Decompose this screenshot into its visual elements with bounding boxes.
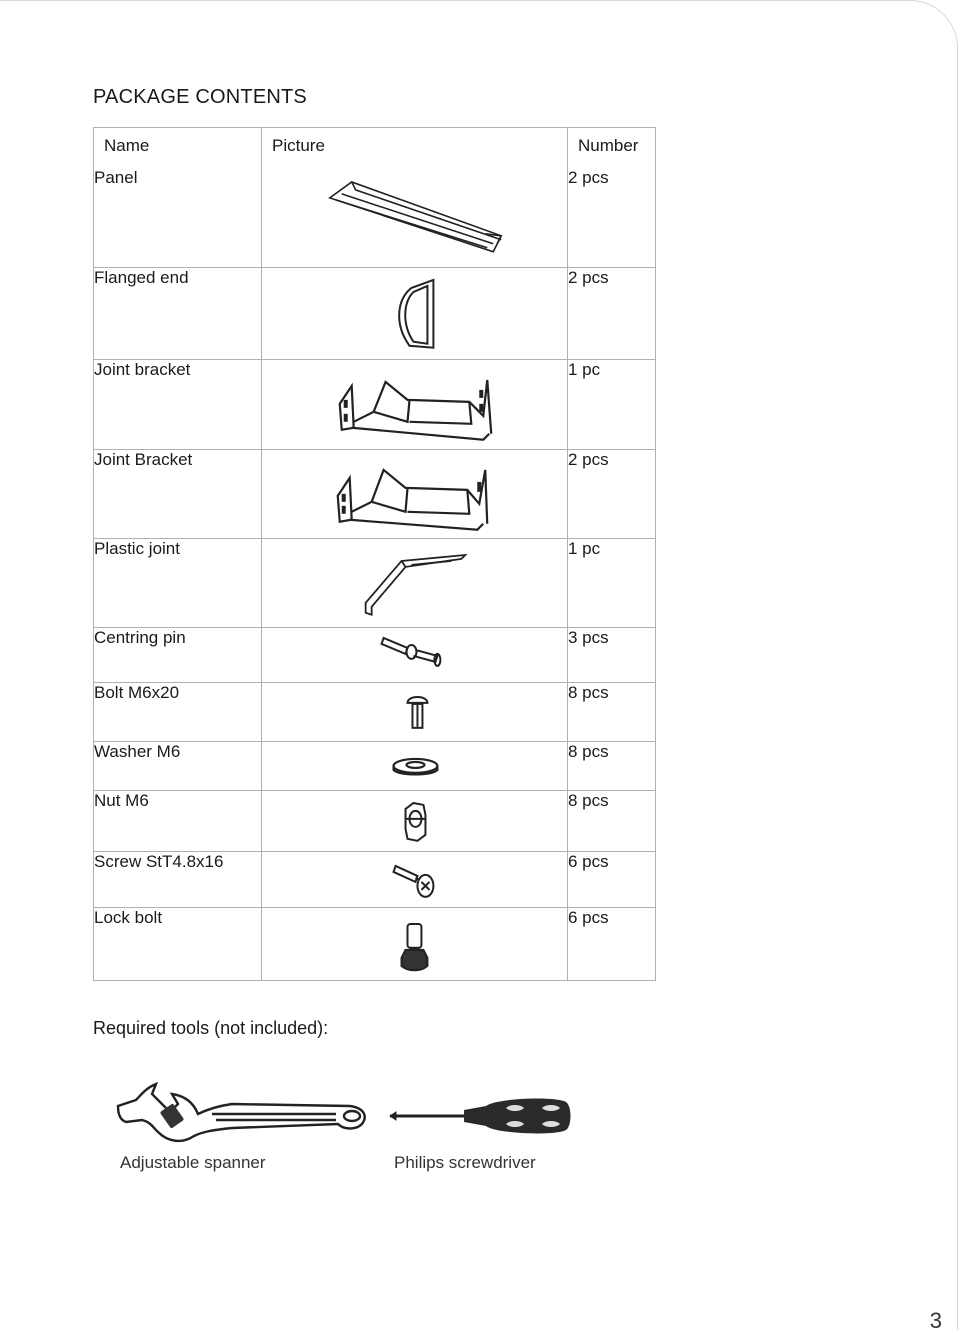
header-name: Name <box>94 128 262 169</box>
item-number: 8 pcs <box>568 682 656 741</box>
tools-heading: Required tools (not included): <box>93 1018 329 1038</box>
flanged-end-illustration <box>262 268 567 360</box>
item-picture <box>262 627 568 682</box>
item-number: 2 pcs <box>568 267 656 359</box>
tool-label-spanner: Adjustable spanner <box>120 1153 266 1172</box>
item-name: Joint Bracket <box>94 449 262 538</box>
item-picture <box>262 851 568 907</box>
lock-bolt-illustration <box>262 908 567 981</box>
panel-illustration <box>262 168 567 267</box>
nut-illustration <box>262 791 567 852</box>
item-picture <box>262 359 568 449</box>
page-title: PACKAGE CONTENTS <box>93 86 307 108</box>
tool-label-screwdriver: Philips screwdriver <box>394 1153 536 1172</box>
item-name: Centring pin <box>94 627 262 682</box>
header-number: Number <box>568 128 656 169</box>
table-row <box>94 168 656 267</box>
page-number: 3 <box>929 1308 942 1333</box>
plastic-joint-illustration <box>262 539 567 628</box>
washer-illustration <box>262 742 567 791</box>
item-name: Panel <box>94 168 262 267</box>
item-name: Washer M6 <box>94 741 262 790</box>
table-row <box>94 538 656 627</box>
item-picture <box>262 741 568 790</box>
item-name: Bolt M6x20 <box>94 682 262 741</box>
item-picture <box>262 267 568 359</box>
item-picture <box>262 449 568 538</box>
table-row <box>94 741 656 790</box>
table-row <box>94 627 656 682</box>
item-number: 1 pc <box>568 359 656 449</box>
table-row <box>94 267 656 359</box>
bolt-illustration <box>262 683 567 742</box>
item-picture <box>262 538 568 627</box>
item-picture <box>262 682 568 741</box>
item-number: 8 pcs <box>568 790 656 851</box>
table-row <box>94 682 656 741</box>
joint-bracket-illustration <box>262 360 567 450</box>
table-row <box>94 359 656 449</box>
item-name: Plastic joint <box>94 538 262 627</box>
header-picture: Picture <box>262 128 568 169</box>
centring-pin-illustration <box>262 628 567 683</box>
table-row <box>94 790 656 851</box>
item-picture <box>262 168 568 267</box>
table-row <box>94 907 656 980</box>
item-number: 6 pcs <box>568 851 656 907</box>
adjustable-spanner-illustration <box>112 1070 370 1148</box>
table-row <box>94 449 656 538</box>
item-name: Lock bolt <box>94 907 262 980</box>
item-name: Nut M6 <box>94 790 262 851</box>
joint-bracket-illustration <box>262 450 567 539</box>
item-name: Flanged end <box>94 267 262 359</box>
table-row <box>94 851 656 907</box>
item-number: 2 pcs <box>568 168 656 267</box>
item-picture <box>262 907 568 980</box>
item-number: 2 pcs <box>568 449 656 538</box>
item-number: 1 pc <box>568 538 656 627</box>
screwdriver-illustration <box>386 1090 576 1140</box>
item-name: Screw StT4.8x16 <box>94 851 262 907</box>
item-name: Joint bracket <box>94 359 262 449</box>
item-number: 6 pcs <box>568 907 656 980</box>
item-number: 3 pcs <box>568 627 656 682</box>
package-contents-table <box>93 127 656 981</box>
item-number: 8 pcs <box>568 741 656 790</box>
screw-illustration <box>262 852 567 908</box>
item-picture <box>262 790 568 851</box>
